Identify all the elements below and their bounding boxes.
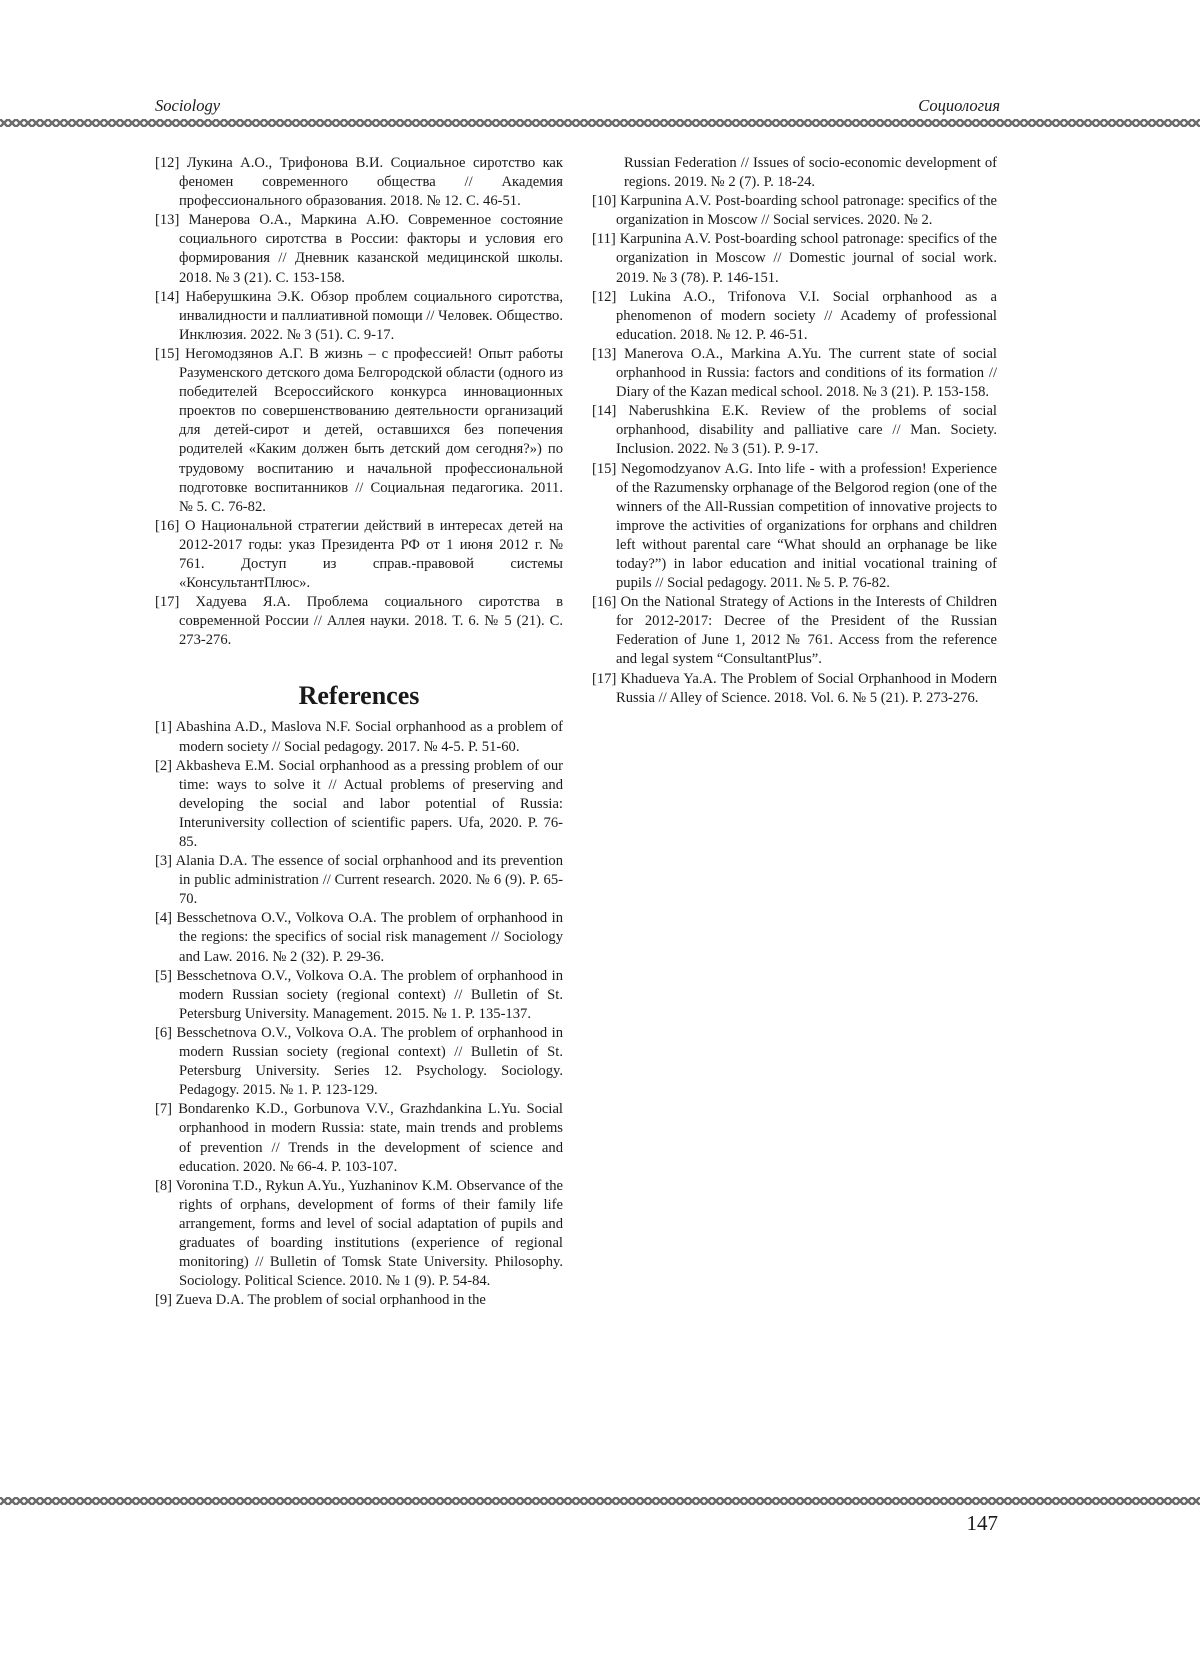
- page-number: 147: [966, 1511, 998, 1535]
- english-reference-8: [8] Voronina T.D., Rykun A.Yu., Yuzhaninov K.M. Observance of the rights of orphans, development of forms of their family life arrangement, forms and level of social adaptation of pupils and graduates of boarding institutions (experience of regional monitoring) // Bulletin of Tomsk State University. Philosophy. Sociology. Political Science. 2010. № 1 (9). P. 54-84.: [155, 1177, 563, 1290]
- russian-reference-13: [13] Манерова О.А., Маркина А.Ю. Современное состояние социального сиротства в России: факторы и условия его формирования // Дневник казанской медицинской школы. 2018. № 3 (21). С. 153-158.: [155, 212, 563, 286]
- russian-reference-12: [12] Лукина А.О., Трифонова В.И. Социальное сиротство как феномен современного общества // Академия профессионального образования. 2018. № 12. С. 46-51.: [155, 155, 563, 210]
- left-column: [155, 154, 563, 1310]
- english-reference-17: [17] Khadueva Ya.A. The Problem of Social Orphanhood in Modern Russia // Alley of Science. 2018. Vol. 6. № 5 (21). P. 273-276.: [592, 670, 997, 706]
- english-reference-1: [1] Abashina A.D., Maslova N.F. Social orphanhood as a problem of modern society // Social pedagogy. 2017. № 4-5. P. 51-60.: [155, 719, 563, 755]
- english-reference-12: [12] Lukina A.O., Trifonova V.I. Social orphanhood as a phenomenon of modern society // Academy of professional education. 2018. № 12. P. 46-51.: [592, 288, 997, 343]
- running-head: [155, 96, 1000, 118]
- english-reference-4: [4] Besschetnova O.V., Volkova O.A. The problem of orphanhood in the regions: the specifics of social risk management // Sociology and Law. 2016. № 2 (32). P. 29-36.: [155, 910, 563, 965]
- english-reference-11: [11] Karpunina A.V. Post-boarding school patronage: specifics of the organization in Moscow // Domestic journal of social work. 2019. № 3 (78). P. 146-151.: [592, 231, 997, 286]
- english-reference-7: [7] Bondarenko K.D., Gorbunova V.V., Grazhdankina L.Yu. Social orphanhood in modern Russia: state, main trends and problems of prevention // Trends in the development of science and education. 2020. № 66-4. P. 103-107.: [155, 1101, 563, 1175]
- header-ornament-divider: [0, 119, 1200, 129]
- english-reference-14: [14] Naberushkina E.K. Review of the problems of social orphanhood, disability and palliative care // Man. Society. Inclusion. 2022. № 3 (51). P. 9-17.: [592, 403, 997, 458]
- english-reference-5: [5] Besschetnova O.V., Volkova O.A. The problem of orphanhood in modern Russian society (regional context) // Bulletin of St. Petersburg University. Management. 2015. № 1. P. 135-137.: [155, 967, 563, 1022]
- russian-reference-17: [17] Хадуева Я.А. Проблема социального сиротства в современной России // Аллея науки. 2018. Т. 6. № 5 (21). С. 273-276.: [155, 594, 563, 649]
- right-column: [592, 154, 997, 708]
- english-reference-3: [3] Alania D.A. The essence of social orphanhood and its prevention in public administration // Current research. 2020. № 6 (9). P. 65-70.: [155, 853, 563, 908]
- english-reference-6: [6] Besschetnova O.V., Volkova O.A. The problem of orphanhood in modern Russian society (regional context) // Bulletin of St. Petersburg University. Series 12. Psychology. Sociology. Pedagogy. 2015. № 1. P. 123-129.: [155, 1024, 563, 1099]
- russian-reference-14: [14] Наберушкина Э.К. Обзор проблем социального сиротства, инвалидности и паллиативной помощи // Человек. Общество. Инклюзия. 2022. № 3 (51). С. 9-17.: [155, 288, 563, 343]
- english-reference-13: [13] Manerova O.A., Markina A.Yu. The current state of social orphanhood in Russia: factors and conditions of its formation // Diary of the Kazan medical school. 2018. № 3 (21). P. 153-158.: [592, 345, 997, 401]
- english-reference-2: [2] Akbasheva E.M. Social orphanhood as a pressing problem of our time: ways to solve it // Actual problems of preserving and developing the social and labor potential of Russia: Interuniversity collection of scientific papers. Ufa, 2020. P. 76-85.: [155, 757, 563, 850]
- russian-reference-16: [16] О Национальной стратегии действий в интересах детей на 2012-2017 годы: указ Президента РФ от 1 июня 2012 г. № 761. Доступ из справ.-правовой системы «КонсультантПлюс».: [155, 517, 563, 592]
- footer-ornament-divider: [0, 1497, 1200, 1507]
- english-reference-9-continuation: Russian Federation // Issues of socio-economic development of regions. 2019. № 2 (7). P. 18-24.: [624, 155, 997, 191]
- running-head-left: Sociology: [155, 96, 221, 115]
- english-reference-10: [10] Karpunina A.V. Post-boarding school patronage: specifics of the organization in Moscow // Social services. 2020. № 2.: [592, 193, 997, 229]
- english-reference-16: [16] On the National Strategy of Actions in the Interests of Children for 2012-2017: Decree of the President of the Russian Federation of June 1, 2012 № 761. Access from the reference and legal system “ConsultantPlus”.: [592, 594, 997, 668]
- russian-reference-15: [15] Негомодзянов А.Г. В жизнь – с профессией! Опыт работы Разуменского детского дома Белгородской области (одного из победителей Всероссийского конкурса инновационных проектов по совершенствованию деятельности организаций для детей-сирот и детей, оставшихся без попечения родителей «Каким должен быть детский дом сегодня?») по трудовому воспитанию и начальной профессиональной подготовке воспитанников // Социальная педагогика. 2011. № 5. С. 76-82.: [155, 345, 563, 515]
- references-heading: References: [298, 681, 420, 711]
- running-head-right: Социология: [918, 96, 1000, 115]
- english-reference-15: [15] Negomodzyanov A.G. Into life - with a profession! Experience of the Razumensky orphanage of the Belgorod region (one of the winners of the All-Russian competition of innovative projects to improve the activities of organizations for orphans and children left without parental care “What should an orphanage be like today?”) in labor education and initial vocational training of pupils // Social pedagogy. 2011. № 5. P. 76-82.: [592, 460, 997, 592]
- english-reference-9: [9] Zueva D.A. The problem of social orphanhood in the: [155, 1292, 486, 1309]
